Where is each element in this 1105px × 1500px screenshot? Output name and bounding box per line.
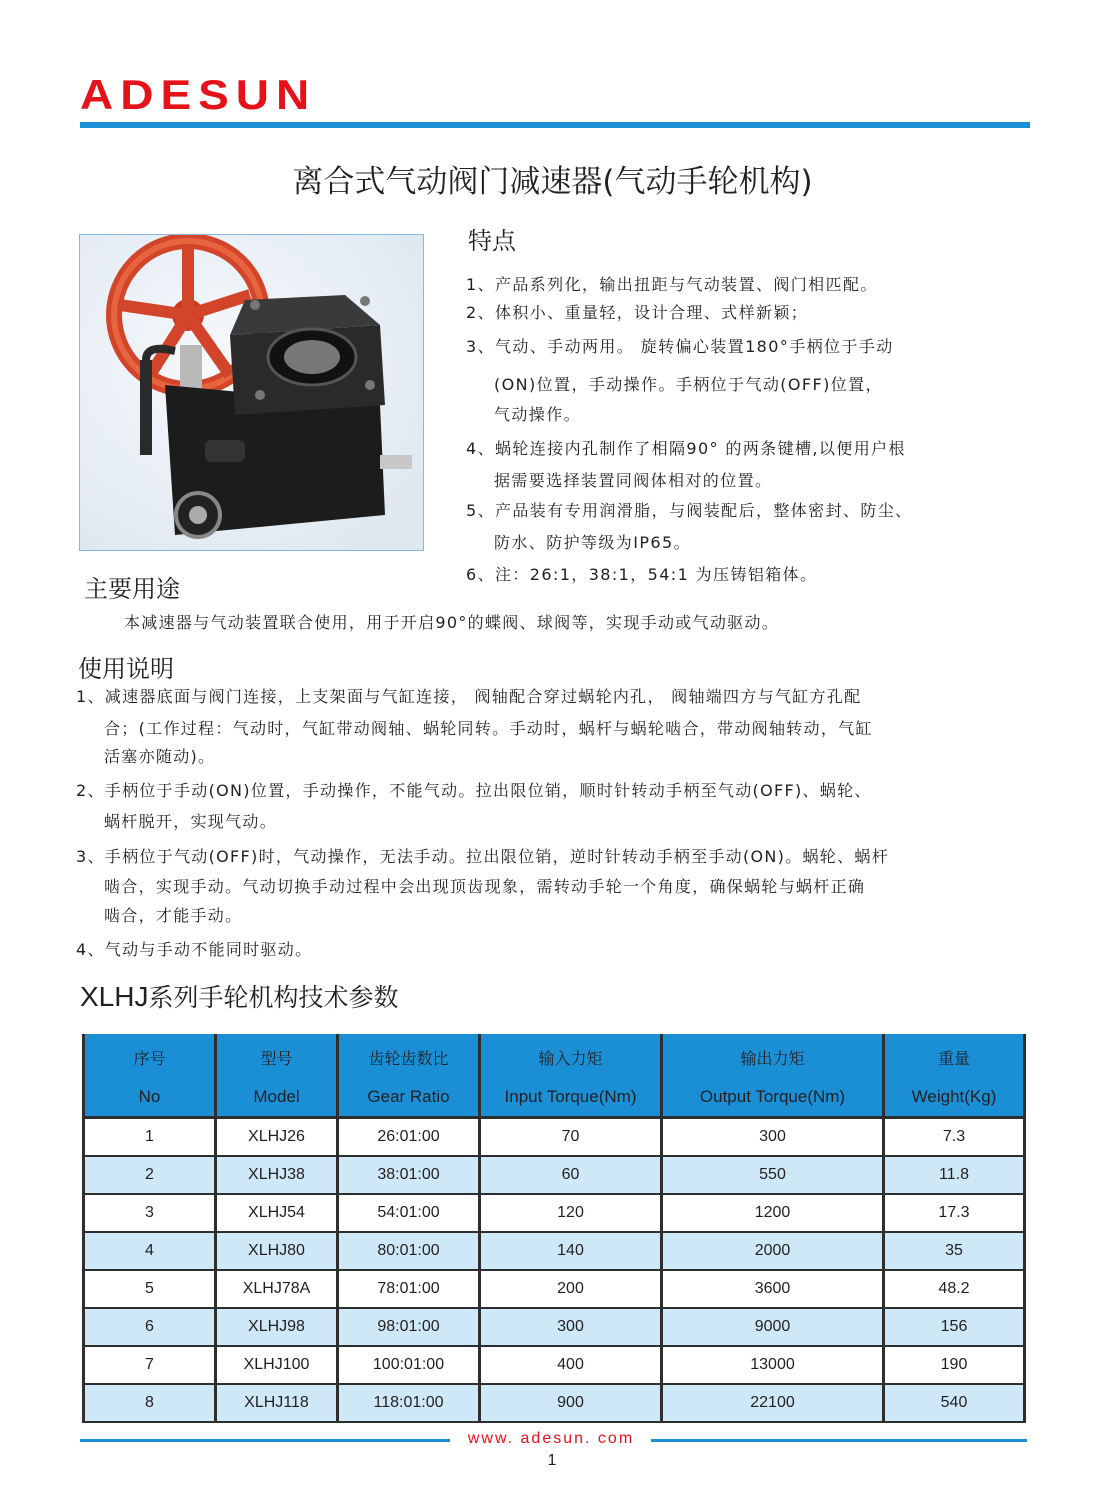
cell-gear-ratio: 78:01:00 (338, 1270, 480, 1308)
feature-line: 防水、防护等级为IP65。 (494, 533, 691, 552)
cell-no: 3 (84, 1194, 216, 1232)
table-row (84, 1270, 1025, 1308)
table-heading-series: XLHJ (80, 981, 149, 1012)
col-header-weight: 重量 Weight(Kg) (884, 1035, 1025, 1118)
cell-model: XLHJ38 (216, 1156, 338, 1194)
cell-weight: 11.8 (884, 1156, 1025, 1194)
cell-output-torque: 9000 (662, 1308, 884, 1346)
table-row (84, 1232, 1025, 1270)
cell-output-torque: 300 (662, 1118, 884, 1157)
instruction-line: 蜗杆脱开，实现气动。 (104, 812, 278, 831)
instruction-line: 3、手柄位于气动(OFF)时，气动操作，无法手动。拉出限位销，逆时针转动手柄至手动(ON)。蜗轮、蜗杆 (76, 847, 890, 866)
instruction-line: 啮合，实现手动。气动切换手动过程中会出现顶齿现象，需转动手轮一个角度，确保蜗轮与蜗杆正确 (104, 877, 866, 896)
uses-text: 本减速器与气动装置联合使用，用于开启90°的蝶阀、球阀等，实现手动或气动驱动。 (124, 613, 780, 632)
cell-gear-ratio: 118:01:00 (338, 1384, 480, 1422)
header-rule (80, 122, 1030, 128)
instruction-line: 4、气动与手动不能同时驱动。 (76, 940, 313, 959)
cell-no: 7 (84, 1346, 216, 1384)
instruction-line: 啮合，才能手动。 (104, 906, 243, 925)
feature-line: 据需要选择装置同阀体相对的位置。 (494, 471, 773, 490)
feature-line: (ON)位置，手动操作。手柄位于气动(OFF)位置， (494, 375, 883, 394)
cell-input-torque: 900 (480, 1384, 662, 1422)
cell-input-torque: 70 (480, 1118, 662, 1157)
table-row (84, 1384, 1025, 1422)
table-row (84, 1346, 1025, 1384)
feature-line: 3、气动、手动两用。 旋转偏心装置180°手柄位于手动 (466, 337, 894, 356)
specs-table (82, 1034, 1026, 1423)
product-photo (79, 234, 424, 551)
cell-no: 2 (84, 1156, 216, 1194)
cell-model: XLHJ80 (216, 1232, 338, 1270)
features-heading: 特点 (468, 227, 516, 255)
col-header-input-torque: 输入力矩 Input Torque(Nm) (480, 1035, 662, 1118)
cell-weight: 48.2 (884, 1270, 1025, 1308)
cell-output-torque: 13000 (662, 1346, 884, 1384)
cell-input-torque: 300 (480, 1308, 662, 1346)
instruction-line: 活塞亦随动)。 (104, 747, 216, 766)
cell-input-torque: 120 (480, 1194, 662, 1232)
cell-gear-ratio: 98:01:00 (338, 1308, 480, 1346)
cell-weight: 156 (884, 1308, 1025, 1346)
cell-no: 6 (84, 1308, 216, 1346)
cell-no: 8 (84, 1384, 216, 1422)
feature-line: 5、产品装有专用润滑脂，与阀装配后，整体密封、防尘、 (466, 501, 913, 520)
col-header-gear-ratio: 齿轮齿数比 Gear Ratio (338, 1035, 480, 1118)
uses-heading: 主要用途 (84, 575, 180, 603)
cell-weight: 17.3 (884, 1194, 1025, 1232)
cell-weight: 7.3 (884, 1118, 1025, 1157)
table-row (84, 1194, 1025, 1232)
cell-input-torque: 140 (480, 1232, 662, 1270)
cell-model: XLHJ78A (216, 1270, 338, 1308)
cell-output-torque: 550 (662, 1156, 884, 1194)
cell-gear-ratio: 26:01:00 (338, 1118, 480, 1157)
cell-gear-ratio: 80:01:00 (338, 1232, 480, 1270)
table-heading (80, 980, 398, 1015)
cell-model: XLHJ98 (216, 1308, 338, 1346)
cell-no: 5 (84, 1270, 216, 1308)
cell-model: XLHJ54 (216, 1194, 338, 1232)
cell-output-torque: 22100 (662, 1384, 884, 1422)
cell-weight: 540 (884, 1384, 1025, 1422)
page-number: 1 (547, 1452, 557, 1469)
cell-input-torque: 400 (480, 1346, 662, 1384)
cell-input-torque: 200 (480, 1270, 662, 1308)
cell-output-torque: 1200 (662, 1194, 884, 1232)
footer-rule-right (651, 1439, 1027, 1442)
col-header-no: 序号 No (84, 1035, 216, 1118)
table-row (84, 1308, 1025, 1346)
brand-logo: ADESUN (80, 71, 317, 119)
instruction-line: 2、手柄位于手动(ON)位置，手动操作，不能气动。拉出限位销，顺时针转动手柄至气动(OFF)、蜗轮、 (76, 781, 872, 800)
instruction-line: 1、减速器底面与阀门连接，上支架面与气缸连接， 阀轴配合穿过蜗轮内孔， 阀轴端四方与气缸方孔配 (76, 687, 862, 706)
cell-model: XLHJ100 (216, 1346, 338, 1384)
cell-no: 4 (84, 1232, 216, 1270)
cell-model: XLHJ26 (216, 1118, 338, 1157)
table-header-row (84, 1035, 1025, 1118)
table-row (84, 1118, 1025, 1157)
col-header-model: 型号 Model (216, 1035, 338, 1118)
cell-input-torque: 60 (480, 1156, 662, 1194)
col-header-output-torque: 输出力矩 Output Torque(Nm) (662, 1035, 884, 1118)
feature-line: 2、体积小、重量轻，设计合理、式样新颖； (466, 303, 809, 322)
gearbox-illustration (80, 235, 424, 551)
feature-line: 6、注：26:1，38:1，54:1 为压铸铝箱体。 (466, 565, 818, 584)
cell-weight: 190 (884, 1346, 1025, 1384)
website-link[interactable]: www. adesun. com (467, 1430, 635, 1447)
cell-output-torque: 2000 (662, 1232, 884, 1270)
table-row (84, 1156, 1025, 1194)
cell-gear-ratio: 100:01:00 (338, 1346, 480, 1384)
cell-output-torque: 3600 (662, 1270, 884, 1308)
instructions-heading: 使用说明 (78, 655, 174, 683)
cell-model: XLHJ118 (216, 1384, 338, 1422)
feature-line: 4、蜗轮连接内孔制作了相隔90° 的两条键槽,以便用户根 (466, 439, 906, 458)
cell-gear-ratio: 38:01:00 (338, 1156, 480, 1194)
feature-line: 1、产品系列化，输出扭距与气动装置、阀门相匹配。 (466, 275, 878, 294)
cell-weight: 35 (884, 1232, 1025, 1270)
page-title: 离合式气动阀门减速器(气动手轮机构) (292, 164, 813, 200)
feature-line: 气动操作。 (494, 405, 582, 424)
footer-rule-left (80, 1439, 450, 1442)
instruction-line: 合；(工作过程：气动时，气缸带动阀轴、蜗轮同转。手动时，蜗杆与蜗轮啮合，带动阀轴转动，气缸 (104, 719, 873, 738)
cell-no: 1 (84, 1118, 216, 1157)
cell-gear-ratio: 54:01:00 (338, 1194, 480, 1232)
table-heading-text: 系列手轮机构技术参数 (148, 983, 399, 1012)
